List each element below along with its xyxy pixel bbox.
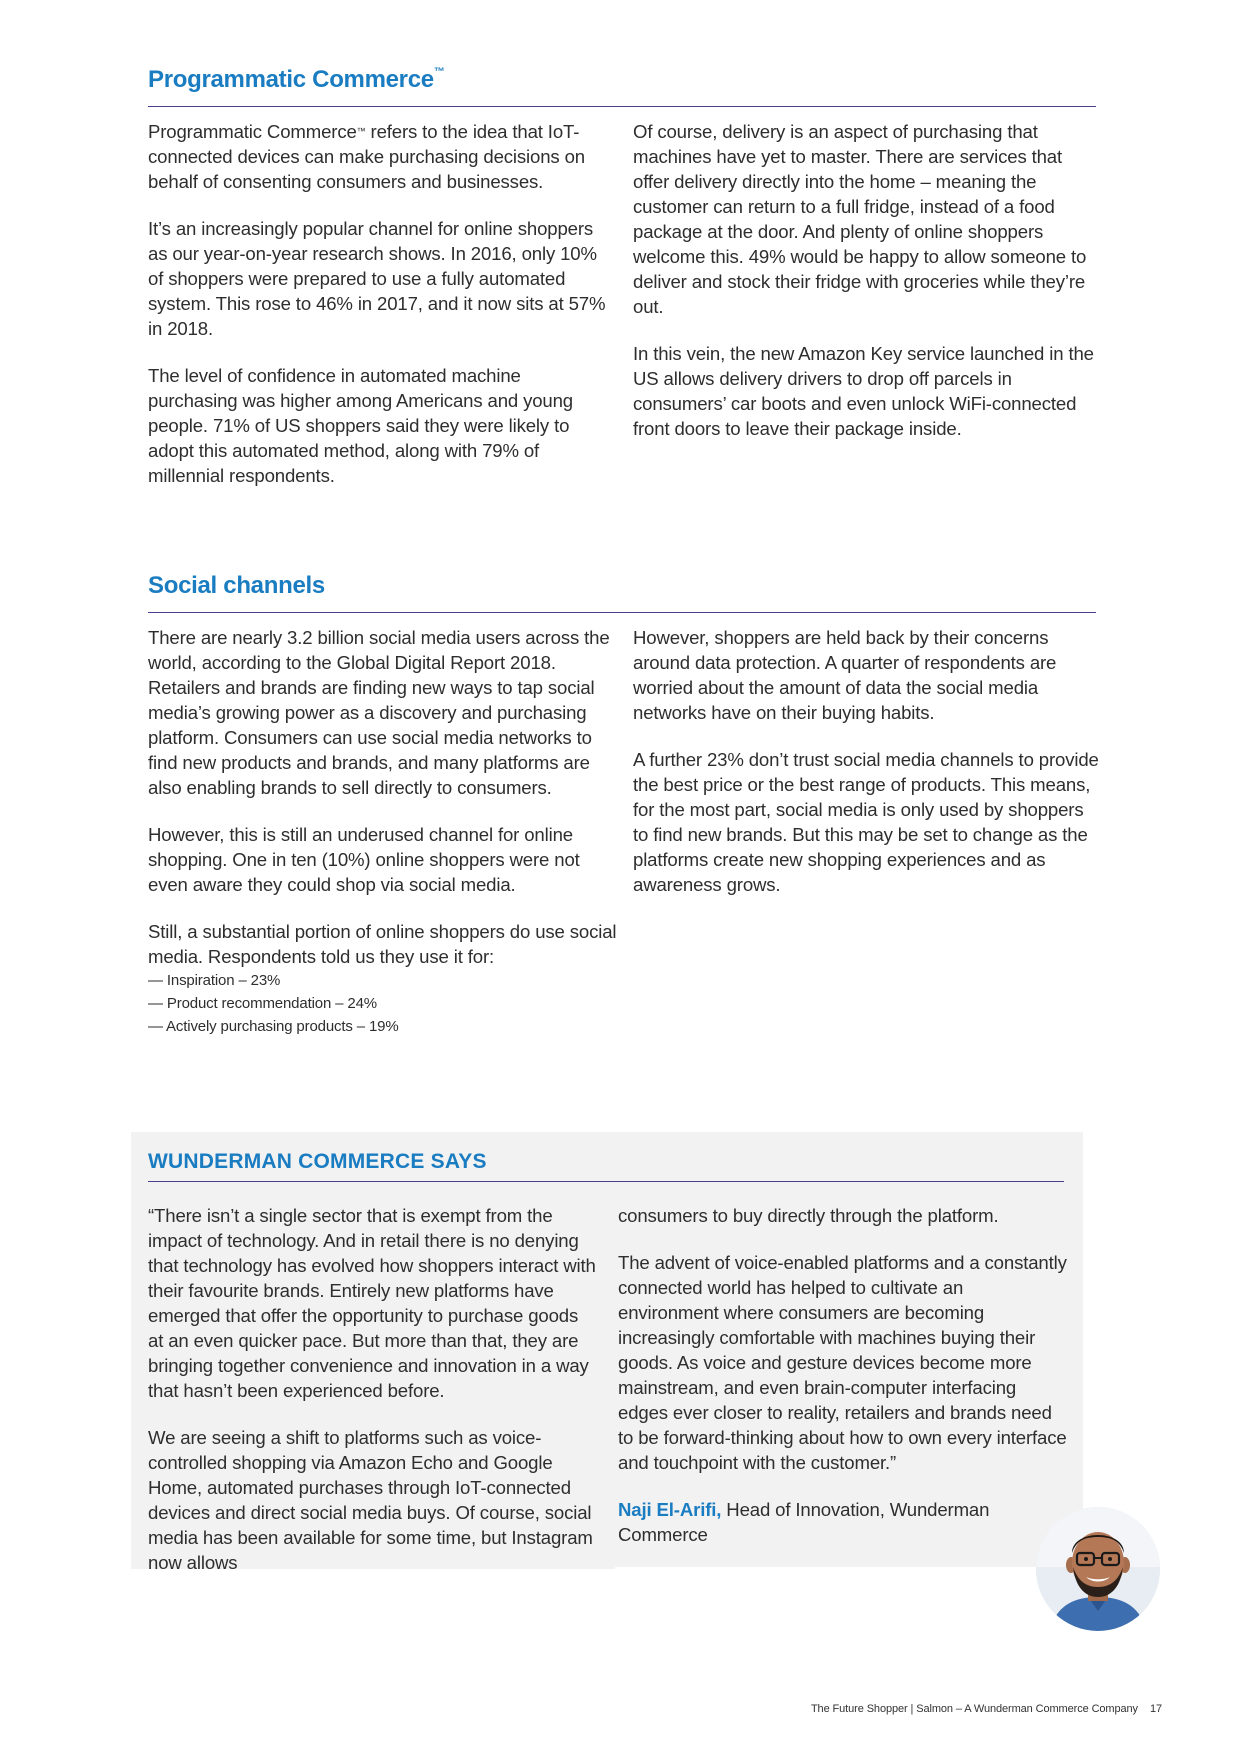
paragraph: consumers to buy directly through the platform. (618, 1205, 999, 1226)
section1-right-column (633, 119, 1099, 441)
paragraph: In this vein, the new Amazon Key service launched in the US allows delivery drivers to drop off parcels in consumers’ car boots and even unlock WiFi-connected front doors to leave their package inside. (633, 343, 1094, 439)
list-item: — Inspiration – 23% (148, 972, 281, 989)
quote-rule (148, 1181, 1064, 1182)
paragraph: The level of confidence in automated machine purchasing was higher among Americans and young people. 71% of US shoppers said they were likely to adopt this automated method, along with 79% of millennial respondents. (148, 365, 574, 486)
section2-rule (148, 612, 1096, 613)
section2-left-column (148, 625, 618, 1038)
list-item: — Actively purchasing products – 19% (148, 1018, 399, 1035)
paragraph: We are seeing a shift to platforms such as voice-controlled shopping via Amazon Echo and Google Home, automated purchases through IoT-connected devices and direct social media buys. Of course, social media has been available for some time, but Instagram now allows (148, 1427, 593, 1573)
social-channels-heading: Social channels (148, 572, 325, 599)
section2-right-column (633, 625, 1103, 897)
quote-attribution (618, 1497, 998, 1547)
author-avatar (1036, 1507, 1160, 1631)
paragraph: It’s an increasingly popular channel for online shoppers as our year-on-year research shows. In 2016, only 10% of shoppers were prepared to use a fully automated system. This rose to 46% in 2017, and it now sits at 57% in 2018. (148, 218, 606, 339)
paragraph: A further 23% don’t trust social media channels to provide the best price or the best range of products. This means, for the most part, social media is only used by shoppers to find new brands. But this may be set to change as the platforms create new shopping experiences and as awareness grows. (633, 749, 1099, 895)
usage-list (148, 969, 618, 1038)
paragraph: Still, a substantial portion of online shoppers do use social media. Respondents told us they use it for: (148, 921, 617, 967)
author-name: Naji El-Arifi, (618, 1499, 722, 1520)
paragraph: Programmatic Commerce™ refers to the idea that IoT-connected devices can make purchasing decisions on behalf of consenting consumers and businesses. (148, 121, 585, 192)
author-role: Head of Innovation, Wunderman Commerce (618, 1499, 990, 1545)
paragraph: “There isn’t a single sector that is exempt from the impact of technology. And in retail there is no denying that technology has evolved how shoppers interact with their favourite brands. Entirely new platforms have emerged that offer the opportunity to purchase goods at an even quicker pace. But more than that, they are bringing together convenience and innovation in a way that hasn’t been experienced before. (148, 1205, 596, 1401)
page-footer (811, 1703, 1162, 1715)
list-item: — Product recommendation – 24% (148, 995, 377, 1012)
wunderman-says-heading: WUNDERMAN COMMERCE SAYS (148, 1150, 487, 1173)
quote-left-column (148, 1203, 598, 1575)
page-number: 17 (1149, 1703, 1162, 1715)
portrait-illustration (1036, 1507, 1160, 1631)
programmatic-commerce-heading: Programmatic Commerce™ (148, 66, 445, 93)
quote-right-column (618, 1203, 1068, 1547)
paragraph: However, shoppers are held back by their concerns around data protection. A quarter of respondents are worried about the amount of data the social media networks have on their buying habits. (633, 627, 1057, 723)
paragraph: However, this is still an underused channel for online shopping. One in ten (10%) online shoppers were not even aware they could shop via social media. (148, 824, 580, 895)
footer-text: The Future Shopper | Salmon – A Wunderman Commerce Company (810, 1703, 1138, 1715)
section1-rule (148, 106, 1096, 107)
section1-left-column (148, 119, 610, 488)
paragraph: There are nearly 3.2 billion social media users across the world, according to the Global Digital Report 2018. Retailers and brands are finding new ways to tap social media’s growing power as a discovery and purchasing platform. Consumers can use social media networks to find new products and brands, and many platforms are also enabling brands to sell directly to consumers. (148, 627, 610, 798)
paragraph: Of course, delivery is an aspect of purchasing that machines have yet to master. There are services that offer delivery directly into the home – meaning the customer can return to a full fridge, instead of a food package at the door. And plenty of online shoppers welcome this. 49% would be happy to allow someone to deliver and stock their fridge with groceries while they’re out. (633, 121, 1087, 317)
paragraph: The advent of voice-enabled platforms and a constantly connected world has helped to cultivate an environment where consumers are becoming increasingly comfortable with machines buying their goods. As voice and gesture devices become more mainstream, and even brain-computer interfacing edges ever closer to reality, retailers and brands need to be forward-thinking about how to own every interface and touchpoint with the customer.” (618, 1252, 1067, 1473)
